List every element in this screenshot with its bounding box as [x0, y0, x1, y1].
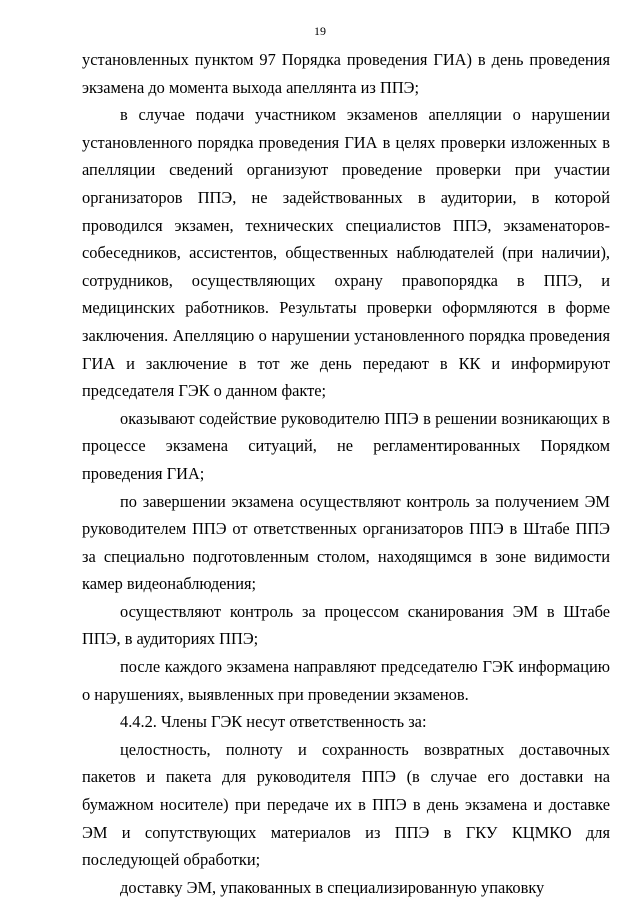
paragraph: после каждого экзамена направляют председателю ГЭК информацию о нарушениях, выявленных при проведении экзаменов.	[82, 657, 610, 704]
paragraph: доставку ЭМ, упакованных в специализированную упаковку	[120, 877, 545, 897]
paragraph: установленных пунктом 97 Порядка проведения ГИА) в день проведения экзамена до момента выхода апеллянта из ППЭ;	[82, 50, 610, 97]
section-heading: 4.4.2. Члены ГЭК несут ответственность за:	[120, 712, 427, 732]
paragraph: по завершении экзамена осуществляют контроль за получением ЭМ руководителем ППЭ от ответственных организаторов ППЭ в Штабе ППЭ за специально подготовленным столом, находящимся в зоне видимости камер видеонаблюдения;	[82, 491, 610, 594]
paragraph: в случае подачи участником экзаменов апелляции о нарушении установленного порядка проведения ГИА в целях проверки изложенных в апелляции сведений организуют проведение проверки при участии организаторов ППЭ, не задействованных в аудитории, в которой проводился экзамен, технических специалистов ППЭ, экзаменаторов-собеседников, ассистентов, общественных наблюдателей (при наличии), сотрудников, осуществляющих охрану правопорядка в ППЭ, и медицинских работников. Результаты проверки оформляются в форме заключения. Апелляцию о нарушении установленного порядка проведения ГИА и заключение в тот же день передают в КК и информируют председателя ГЭК о данном факте;	[82, 105, 610, 401]
paragraph: оказывают содействие руководителю ППЭ в решении возникающих в процессе экзамена ситуаций, не регламентированных Порядком проведения ГИА;	[82, 408, 610, 483]
paragraph: целостность, полноту и сохранность возвратных доставочных пакетов и пакета для руководителя ППЭ (в случае его доставки на бумажном носителе) при передаче их в ППЭ в день экзамена и доставке ЭМ и сопутствующих материалов из ППЭ в ГКУ КЦМКО для последующей обработки;	[82, 739, 610, 870]
document-body	[82, 46, 610, 901]
paragraph: осуществляют контроль за процессом сканирования ЭМ в Штабе ППЭ, в аудиториях ППЭ;	[82, 601, 610, 649]
page-number: 19	[314, 24, 326, 38]
